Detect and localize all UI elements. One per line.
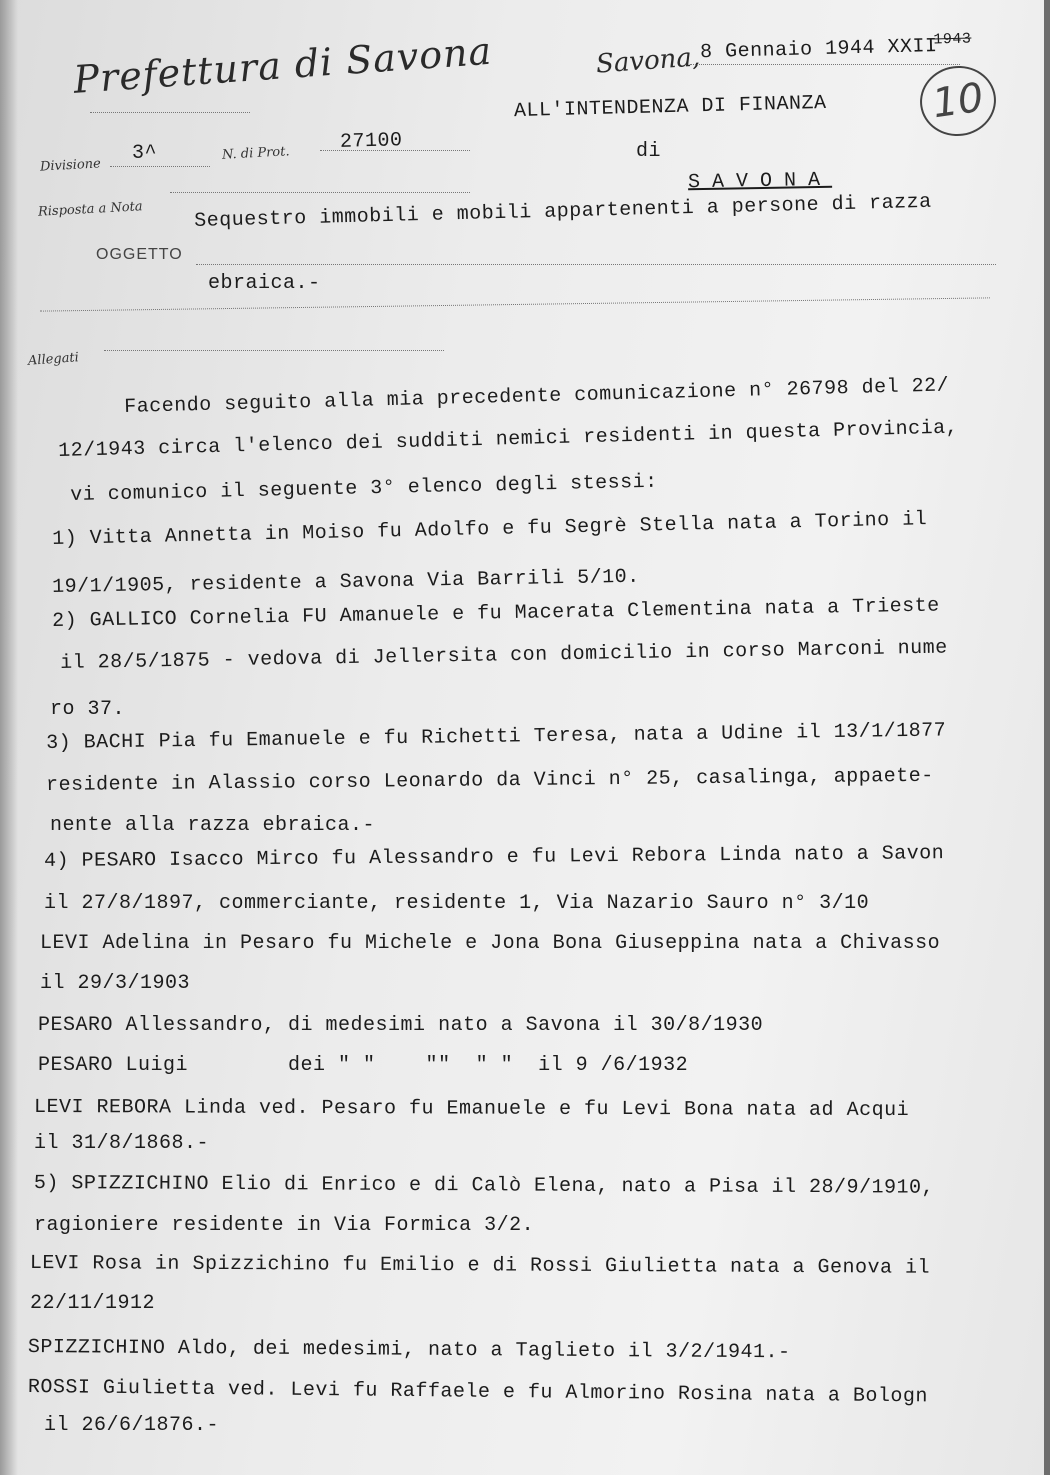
letterhead-underline xyxy=(90,112,250,113)
body-line-3: vi comunico il seguente 3° elenco degli stessi: xyxy=(70,470,658,507)
entry-4-line-5: PESARO Allessandro, di medesimi nato a Savona il 30/8/1930 xyxy=(38,1014,764,1037)
recipient-city: SAVONA xyxy=(687,168,833,195)
entry-4-line-3: LEVI Adelina in Pesaro fu Michele e Jona Bona Giuseppina nata a Chivasso xyxy=(40,932,941,955)
entry-4-line-4: il 29/3/1903 xyxy=(40,972,191,995)
place-label: Savona, xyxy=(595,42,702,80)
reply-label: Risposta a Nota xyxy=(37,199,143,220)
entry-5-line-3: LEVI Rosa in Spizzichino fu Emilio e di Rossi Giulietta nata a Genova il xyxy=(29,1252,931,1280)
office-letterhead: Prefettura di Savona xyxy=(72,28,494,102)
date-typed xyxy=(700,30,972,64)
entry-2-line-2: il 28/5/1875 - vedova di Jellersita con domicilio in corso Marconi nume xyxy=(60,636,948,675)
entry-5-line-4: 22/11/1912 xyxy=(30,1292,156,1315)
attachments-line xyxy=(104,350,444,351)
protocol-line xyxy=(320,150,470,151)
date-underline xyxy=(690,64,960,65)
entry-5-line-5: SPIZZICHINO Aldo, dei medesimi, nato a Taglieto il 3/2/1941.- xyxy=(27,1336,791,1365)
page-edge-shadow xyxy=(0,0,18,1475)
entry-2-line-3: ro 37. xyxy=(50,698,126,721)
body-line-1: Facendo seguito alla mia precedente comunicazione n° 26798 del 22/ xyxy=(124,374,950,419)
recipient-line-1: ALL'INTENDENZA DI FINANZA xyxy=(513,91,827,124)
recipient-line-2: di xyxy=(636,140,662,163)
subject-line-2: ebraica.- xyxy=(208,272,321,295)
page-right-edge xyxy=(1044,0,1050,1475)
entry-4-line-2: il 27/8/1897, commerciante, residente 1, Via Nazario Sauro n° 3/10 xyxy=(44,892,870,915)
protocol-label: N. di Prot. xyxy=(221,144,290,163)
entry-2-line-1: 2) GALLICO Cornelia FU Amanuele e fu Macerata Clementina nata a Trieste xyxy=(52,594,940,633)
division-label: Divisione xyxy=(39,156,102,175)
entry-4-line-7: LEVI REBORA Linda ved. Pesaro fu Emanuele e fu Levi Bona nata ad Acqui xyxy=(33,1096,910,1123)
subject-line-1-rule xyxy=(196,264,996,265)
entry-4-line-8: il 31/8/1868.- xyxy=(34,1132,210,1155)
entry-3-line-3: nente alla razza ebraica.- xyxy=(50,814,376,837)
date-value: 8 Gennaio 1944 XXII xyxy=(699,34,938,65)
subject-line-1: Sequestro immobili e mobili appartenenti a persone di razza xyxy=(194,190,932,233)
entry-5-line-2: ragioniere residente in Via Formica 3/2. xyxy=(34,1214,535,1237)
reply-line xyxy=(170,192,470,193)
entry-3-line-1: 3) BACHI Pia fu Emanuele e fu Richetti Teresa, nata a Udine il 13/1/1877 xyxy=(46,719,947,755)
entry-1-line-1: 1) Vitta Annetta in Moiso fu Adolfo e fu Segrè Stella nata a Torino il xyxy=(52,508,928,551)
subject-label: OGGETTO xyxy=(96,246,183,263)
entry-5-line-1: 5) SPIZZICHINO Elio di Enrico e di Calò Elena, nato a Pisa il 28/9/1910, xyxy=(33,1172,935,1200)
date-struck-year: 1943 xyxy=(933,30,972,49)
attachments-label: Allegati xyxy=(27,350,80,369)
division-line xyxy=(110,166,210,167)
body-line-2: 12/1943 circa l'elenco dei sudditi nemici residenti in questa Provincia, xyxy=(58,416,959,463)
protocol-value: 27100 xyxy=(339,129,403,154)
folio-mark: 10 xyxy=(915,61,1000,141)
entry-1-line-2: 19/1/1905, residente a Savona Via Barrili 5/10. xyxy=(52,565,640,599)
entry-5-line-6: ROSSI Giulietta ved. Levi fu Raffaele e fu Almorino Rosina nata a Bologn xyxy=(27,1376,929,1409)
entry-3-line-2: residente in Alassio corso Leonardo da Vinci n° 25, casalinga, appaete- xyxy=(46,764,934,797)
entry-5-line-7: il 26/6/1876.- xyxy=(44,1414,220,1437)
subject-line-2-rule xyxy=(40,297,990,311)
entry-4-line-6: PESARO Luigi dei " " "" " " il 9 /6/1932 xyxy=(38,1054,689,1077)
division-value: 3^ xyxy=(132,142,158,165)
entry-4-line-1: 4) PESARO Isacco Mirco fu Alessandro e fu Levi Rebora Linda nato a Savon xyxy=(44,842,945,873)
